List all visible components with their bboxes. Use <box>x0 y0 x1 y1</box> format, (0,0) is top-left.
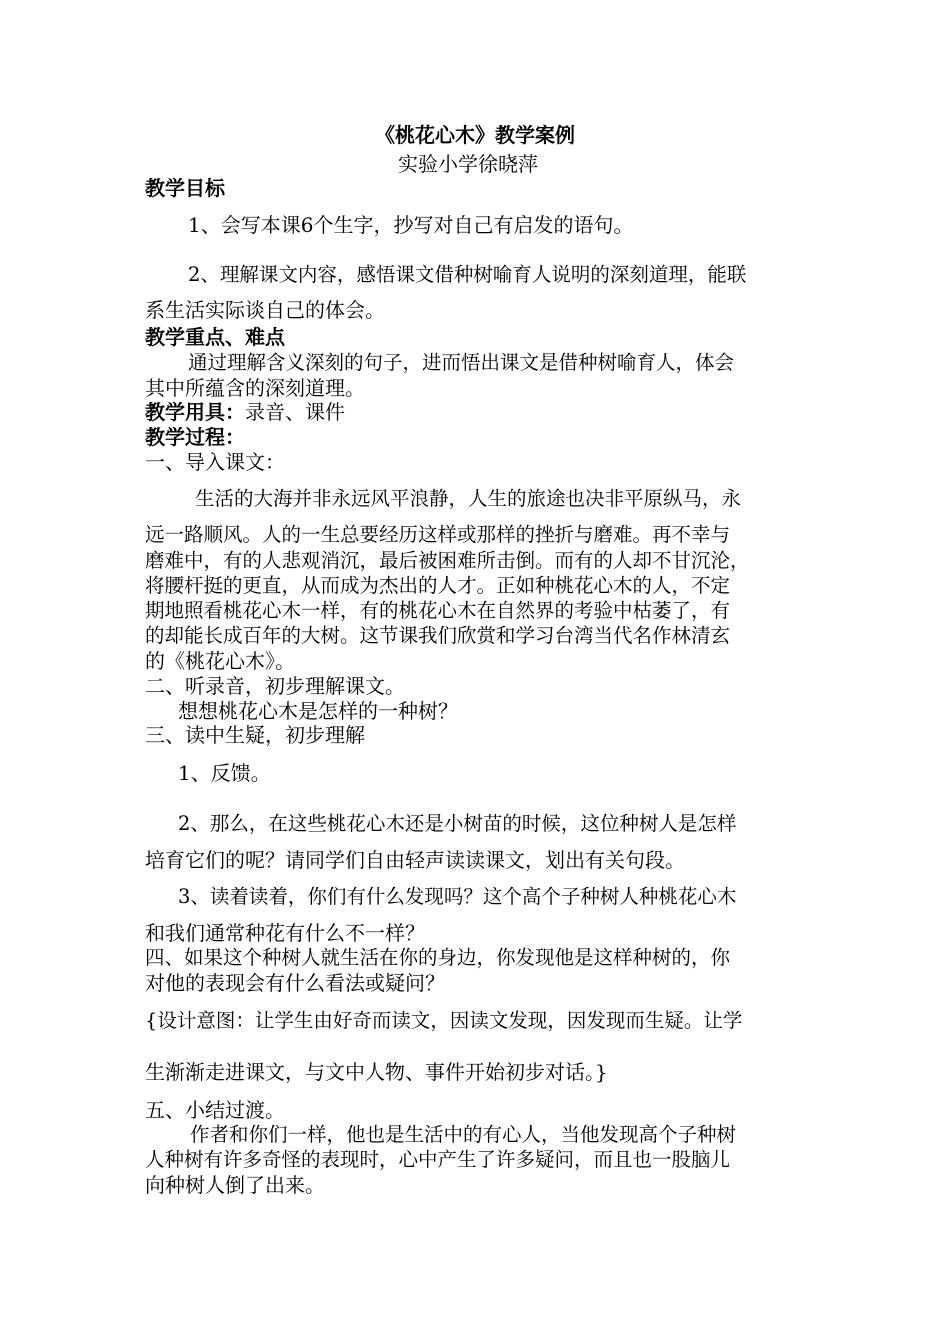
goal-2-line-2: 系生活实际谈自己的体会。 <box>145 298 385 322</box>
goal-2-line-1: 2、理解课文内容，感悟课文借种树喻育人说明的深刻道理，能联 <box>188 263 747 286</box>
intro-line-1: 生活的大海并非永远风平浪静，人生的旅途也决非平原纵马，永 <box>195 487 742 510</box>
goals-heading: 教学目标 <box>145 176 225 200</box>
step-5-line-2: 人种树有许多奇怪的表现时，心中产生了许多疑问，而且也一股脑儿 <box>145 1148 731 1171</box>
step-4-line-1: 四、如果这个种树人就生活在你的身边，你发现他是这样种树的，你 <box>145 946 731 969</box>
intro-line-4: 将腰杆挺的更直，从而成为杰出的人才。正如种桃花心木的人，不定 <box>145 574 731 597</box>
key-points-heading: 教学重点、难点 <box>145 325 285 349</box>
intro-line-5: 期地照看桃花心木一样，有的桃花心木在自然界的考验中枯萎了，有 <box>145 599 731 622</box>
step-2-heading: 二、听录音，初步理解课文。 <box>145 674 405 698</box>
process-heading: 教学过程： <box>145 425 245 449</box>
intro-line-3: 磨难中，有的人悲观消沉，最后被困难所击倒。而有的人却不甘沉沦， <box>145 549 750 572</box>
key-points-line-2: 其中所蕴含的深刻道理。 <box>145 376 365 400</box>
document-title: 《桃花心木》教学案例 <box>375 123 575 147</box>
step-4-line-2: 对他的表现会有什么看法或疑问？ <box>145 971 445 995</box>
tools-line <box>145 399 810 425</box>
tools-label: 教学用具： <box>145 400 245 424</box>
step-3-item-1: 1、反馈。 <box>178 761 271 785</box>
step-3-item-3-line-1: 3、读着读着，你们有什么发现吗？这个高个子种树人种桃花心木 <box>178 885 737 908</box>
step-5-line-1: 作者和你们一样，他也是生活中的有心人，当他发现高个子种树 <box>190 1123 737 1146</box>
step-3-item-3-line-2: 和我们通常种花有什么不一样？ <box>145 921 425 945</box>
step-5-line-3: 向种树人倒了出来。 <box>145 1173 325 1197</box>
intro-line-7: 的《桃花心木》。 <box>145 649 295 673</box>
goal-1: 1、会写本课6个生字，抄写对自己有启发的语句。 <box>188 213 634 237</box>
step-3-heading: 三、读中生疑，初步理解 <box>145 723 365 747</box>
intro-line-2: 远一路顺风。人的一生总要经历这样或那样的挫折与磨难。再不幸与 <box>145 523 731 546</box>
design-intent-line-1: {设计意图：让学生由好奇而读文，因读文发现，因发现而生疑。让学 <box>145 1009 743 1032</box>
design-intent-line-2: 生渐渐走进课文，与文中人物、事件开始初步对话。} <box>145 1060 608 1084</box>
intro-line-6: 的却能长成百年的大树。这节课我们欣赏和学习台湾当代名作林清玄 <box>145 624 731 647</box>
step-1-heading: 一、导入课文： <box>145 450 285 474</box>
tools-value: 录音、课件 <box>245 400 345 424</box>
step-2-question: 想想桃花心木是怎样的一种树？ <box>178 699 458 723</box>
key-points-line-1: 通过理解含义深刻的句子，进而悟出课文是借种树喻育人，体会 <box>188 351 735 374</box>
author-line: 实验小学徐晓萍 <box>398 152 538 176</box>
step-3-item-2-line-2: 培育它们的呢？请同学们自由轻声读读课文，划出有关句段。 <box>145 848 685 872</box>
step-5-heading: 五、小结过渡。 <box>145 1098 285 1122</box>
step-3-item-2-line-1: 2、那么，在这些桃花心木还是小树苗的时候，这位种树人是怎样 <box>178 812 737 835</box>
